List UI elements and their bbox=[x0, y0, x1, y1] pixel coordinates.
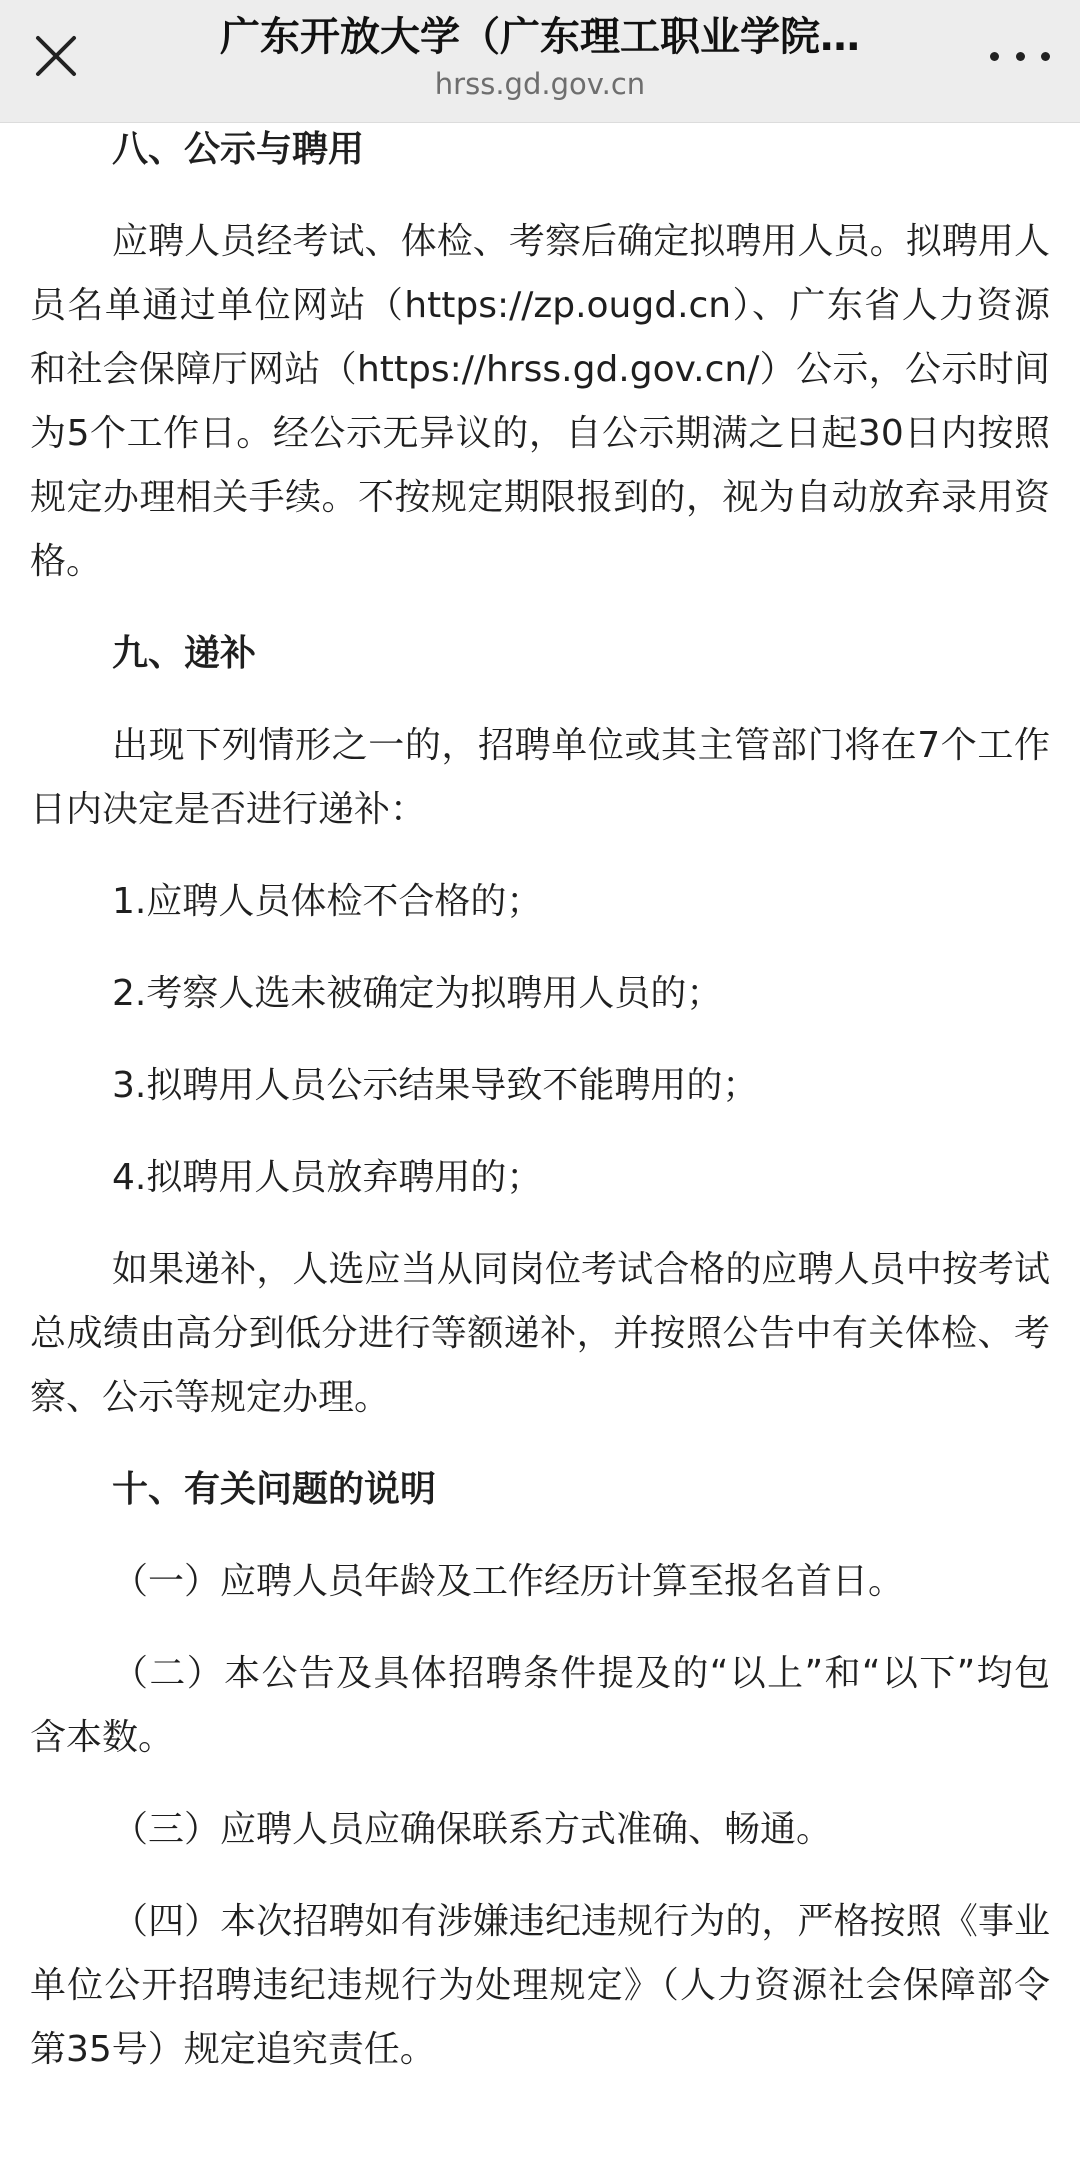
section-heading: 十、有关问题的说明 bbox=[112, 1469, 437, 1510]
section-heading: 九、递补 bbox=[112, 633, 257, 674]
more-icon bbox=[990, 52, 999, 61]
list-item: 4.拟聘用人员放弃聘用的； bbox=[112, 1157, 543, 1198]
top-bar bbox=[0, 0, 1080, 123]
close-icon bbox=[28, 28, 84, 84]
paragraph: （三）应聘人员应确保联系方式准确、畅通。 bbox=[112, 1809, 833, 1850]
more-button[interactable] bbox=[990, 32, 1050, 80]
page-url: hrss.gd.gov.cn bbox=[434, 67, 646, 101]
more-icon-dot bbox=[1016, 52, 1025, 61]
paragraph: 应聘人员经考试、体检、考察后确定拟聘用人员。拟聘用人员名单通过单位网站（https://zp.ougd.cn）、广东省人力资源和社会保障厅网站（https://hrss.gd.gov.cn/）公示，公示时间为5个工作日。经公示无异议的，自公示期满之日起30日内按照规定办理相关手续。不按规定期限报到的，视为自动放弃录用资格。 bbox=[30, 221, 1050, 582]
list-item: 2.考察人选未被确定为拟聘用人员的； bbox=[112, 973, 723, 1014]
more-icon-dot bbox=[1041, 52, 1050, 61]
paragraph: （二）本公告及具体招聘条件提及的“以上”和“以下”均包含本数。 bbox=[30, 1653, 1050, 1758]
article-content bbox=[30, 118, 1050, 2082]
paragraph: （一）应聘人员年龄及工作经历计算至报名首日。 bbox=[112, 1561, 905, 1602]
paragraph: （四）本次招聘如有涉嫌违纪违规行为的，严格按照《事业单位公开招聘违纪违规行为处理规定》（人力资源社会保障部令第35号）规定追究责任。 bbox=[30, 1901, 1050, 2070]
title-area bbox=[130, 10, 950, 102]
list-item: 1.应聘人员体检不合格的； bbox=[112, 881, 543, 922]
page-title: 广东开放大学（广东理工职业学院… bbox=[220, 14, 860, 60]
section-heading: 八、公示与聘用 bbox=[112, 129, 365, 170]
paragraph: 出现下列情形之一的，招聘单位或其主管部门将在7个工作日内决定是否进行递补： bbox=[30, 725, 1050, 830]
paragraph: 如果递补，人选应当从同岗位考试合格的应聘人员中按考试总成绩由高分到低分进行等额递补，并按照公告中有关体检、考察、公示等规定办理。 bbox=[30, 1249, 1050, 1418]
list-item: 3.拟聘用人员公示结果导致不能聘用的； bbox=[112, 1065, 759, 1106]
close-button[interactable] bbox=[28, 28, 84, 84]
